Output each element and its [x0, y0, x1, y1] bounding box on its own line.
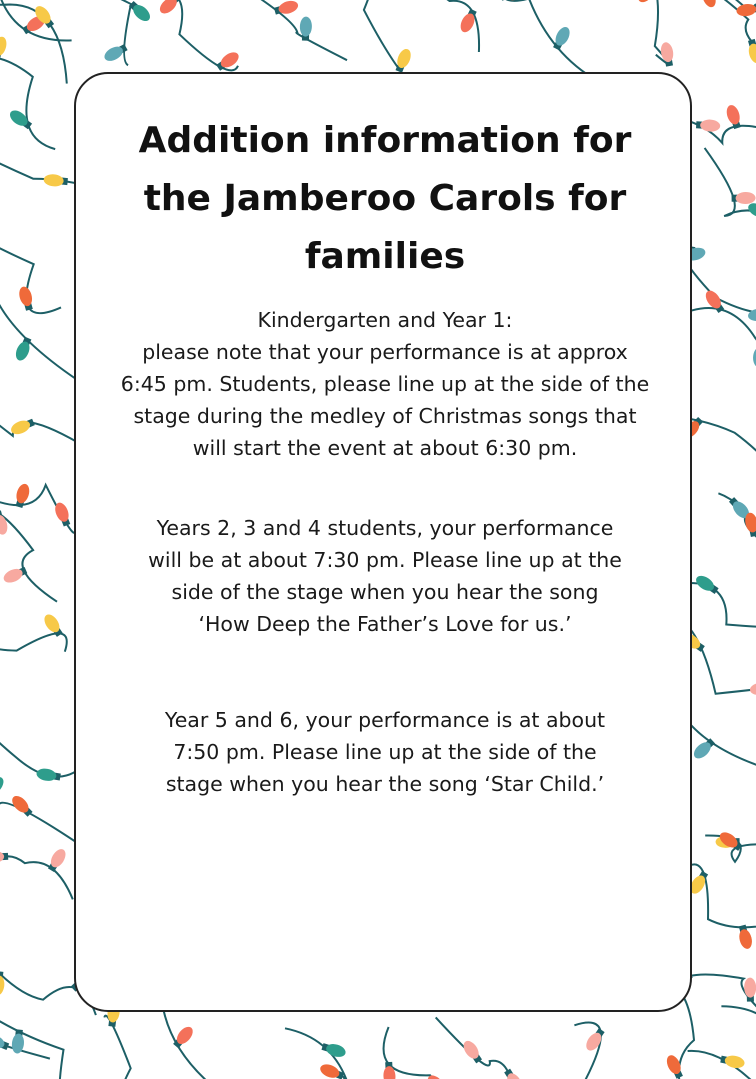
light-bulb-icon [698, 0, 718, 9]
light-bulb-icon [691, 736, 717, 761]
light-bulb-icon [753, 343, 756, 368]
paragraph-line: Kindergarten and Year 1: [257, 308, 513, 332]
light-bulb-icon [0, 510, 9, 536]
paragraph-line: Year 5 and 6, your performance is at about [164, 708, 606, 732]
paragraph-line: please note that your performance is at approx [142, 340, 628, 364]
light-bulb-icon [13, 336, 33, 363]
light-bulb-icon [659, 41, 675, 67]
light-bulb-icon [17, 285, 35, 311]
light-bulb-icon [747, 307, 756, 322]
light-bulb-icon [0, 35, 9, 61]
light-bulb-icon [635, 0, 660, 5]
light-bulb-icon [583, 1027, 606, 1054]
title-line: families [304, 236, 466, 277]
title-line: the Jamberoo Carols for [143, 178, 627, 219]
light-bulb-icon [0, 971, 6, 996]
paragraph-line: 6:45 pm. Students, please line up at the side of the [120, 372, 650, 396]
light-bulb-icon [318, 1062, 345, 1079]
paragraph-line: 7:50 pm. Please line up at the side of the [173, 740, 597, 764]
paragraph-line: ‘How Deep the Father’s Love for us.’ [198, 612, 572, 636]
light-bulb-icon [43, 173, 68, 187]
light-bulb-icon [393, 47, 413, 74]
light-bulb-icon [0, 774, 7, 800]
light-bulb-icon [46, 847, 69, 874]
page-title [96, 112, 674, 286]
light-bulb-icon [746, 38, 756, 64]
light-bulb-icon [157, 0, 183, 17]
information-card [74, 72, 692, 1012]
light-bulb-icon [551, 25, 573, 52]
title-line: Addition information for [138, 120, 632, 161]
light-bulb-icon [273, 0, 299, 17]
light-bulb-icon [744, 977, 756, 1001]
paragraph-line: will start the event at about 6:30 pm. [192, 436, 578, 460]
paragraph-line: stage when you hear the song ‘Star Child.’ [165, 772, 605, 796]
paragraph-line: Years 2, 3 and 4 students, your performance [156, 516, 614, 540]
light-bulb-icon [696, 119, 721, 132]
paragraph-line: stage during the medley of Christmas songs that [133, 404, 637, 428]
light-bulb-icon [36, 767, 62, 783]
light-bulb-icon [724, 103, 743, 130]
light-bulb-icon [720, 1053, 746, 1069]
light-bulb-icon [749, 681, 756, 696]
light-bulb-icon [736, 2, 756, 17]
paragraph-line: will be at about 7:30 pm. Please line up at the [148, 548, 622, 572]
light-bulb-icon [2, 565, 29, 586]
light-bulb-icon [0, 1032, 10, 1052]
light-bulb-icon [171, 1024, 196, 1050]
kindergarten-year1-paragraph [96, 304, 674, 464]
light-bulb-icon [0, 850, 8, 863]
paragraph-line: side of the stage when you hear the song [171, 580, 599, 604]
light-bulb-icon [383, 1062, 396, 1079]
years-5-6-paragraph [96, 704, 674, 800]
years-2-3-4-paragraph [96, 512, 674, 640]
